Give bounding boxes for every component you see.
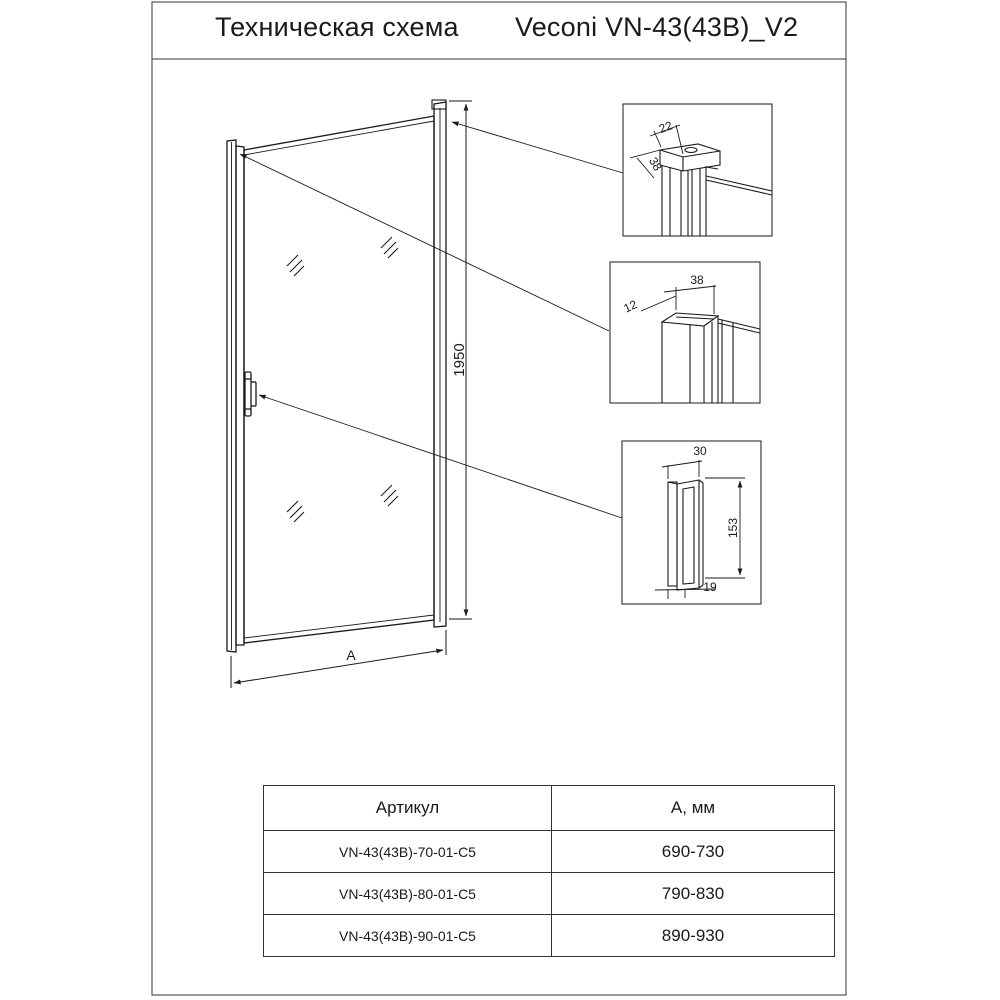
table-row [264,915,835,957]
height-dimension-label: 1950 [451,343,468,377]
article-cell: VN-43(43B)-80-01-C5 [264,873,552,915]
article-cell: VN-43(43B)-90-01-C5 [264,915,552,957]
glass-reflection-marks [287,237,398,522]
width-dimension [231,630,446,688]
detail-handle [622,441,761,604]
table-header-row [264,786,835,831]
glass-panel [244,116,434,643]
detail-leader-lines [240,122,623,518]
handle-height-label: 153 [726,517,740,539]
door-handle [245,372,256,416]
wall-profile-width-label: 12 [621,297,640,316]
shower-door [227,100,446,652]
model-title: Veconi VN-43(43B)_V2 [515,12,799,42]
table-row [264,831,835,873]
sheet-title: Техническая схема [215,12,459,42]
handle-depth-label: 19 [703,580,717,594]
specification-table [263,785,835,957]
detail-top-profile [623,104,772,236]
wall-profile-depth-label: 38 [690,273,704,287]
size-cell: 790-830 [552,873,835,915]
detail-wall-profile [610,262,760,403]
left-seal-profile [227,140,244,652]
wall-profile [432,100,446,627]
column-header-article: Артикул [264,786,552,831]
handle-width-label: 30 [693,444,707,458]
column-header-a: A, мм [552,786,835,831]
width-dimension-label: A [346,647,356,663]
article-cell: VN-43(43B)-70-01-C5 [264,831,552,873]
size-cell: 690-730 [552,831,835,873]
table-row [264,873,835,915]
top-profile-width-label: 22 [656,118,675,137]
size-cell: 890-930 [552,915,835,957]
top-profile-depth-label: 38 [646,154,665,174]
